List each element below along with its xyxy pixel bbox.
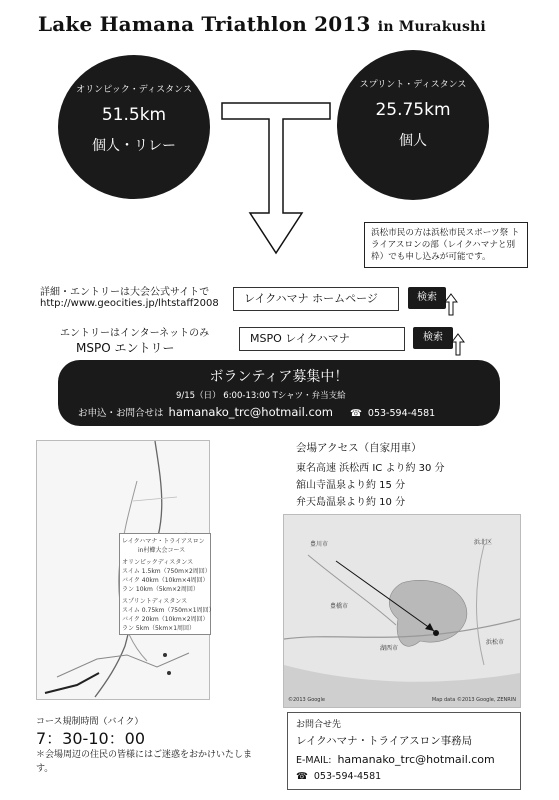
mspo-search-box: MSPO レイクハマナ: [239, 327, 405, 351]
legend-title: レイクハマナ・トライアスロン: [122, 538, 205, 545]
cursor-arrow-icon: [450, 333, 466, 357]
legend-olympic-line: ラン 10km（5km×2周回）: [122, 586, 199, 593]
area-map-credit: Map data ©2013 Google, ZENRIN: [431, 697, 516, 703]
access-line: 舘山寺温泉より約 15 分: [296, 480, 406, 491]
access-line: 弁天島温泉より約 10 分: [296, 497, 406, 508]
legend-sprint-line: スイム 0.75km（750m×1周回）: [122, 607, 215, 614]
homepage-search-box: レイクハマナ ホームページ: [233, 287, 399, 311]
page-title: [38, 12, 486, 36]
course-legend: [119, 533, 215, 635]
olympic-distance-circle: [58, 55, 210, 199]
area-map-label: 湖西市: [380, 645, 399, 652]
volunteer-contact-label: お申込・お問合せは: [78, 408, 164, 419]
access-heading: 会場アクセス（自家用車）: [296, 442, 422, 454]
sprint-type: 個人: [399, 133, 427, 149]
title-suffix: in Murakushi: [377, 19, 486, 35]
contact-org: レイクハマナ・トライアスロン事務局: [296, 735, 473, 747]
restriction-time: 7：30-10：00: [36, 729, 146, 748]
phone-icon: ☎: [350, 408, 362, 419]
sprint-distance: 25.75km: [375, 100, 451, 120]
contact-box: [287, 712, 521, 790]
contact-label: お問合せ先: [296, 720, 342, 730]
volunteer-banner: [58, 360, 500, 426]
area-map-credit: ©2013 Google: [288, 697, 325, 703]
homepage-search-button[interactable]: 検索: [408, 287, 446, 309]
legend-olympic: オリンピックディスタンス: [122, 559, 194, 566]
contact-email[interactable]: hamanako_trc@hotmail.com: [337, 753, 495, 766]
restriction-label: コース規制時間（バイク）: [36, 717, 144, 727]
net-entry-text: エントリーはインターネットのみ: [60, 328, 210, 339]
contact-email-label: E-MAIL:: [296, 755, 332, 766]
contact-phone: 053-594-4581: [313, 771, 382, 782]
volunteer-details: 9/15（日） 6:00-13:00 Tシャツ・弁当支給: [176, 391, 346, 401]
legend-sprint: スプリントディスタンス: [122, 598, 188, 605]
olympic-type: 個人・リレー: [92, 138, 176, 154]
volunteer-phone: 053-594-4581: [367, 408, 436, 419]
phone-icon: ☎: [296, 771, 308, 782]
sprint-distance-circle: [337, 50, 489, 200]
restriction-note: ＊会場周辺の住民の皆様にはご迷惑をおかけいたします。: [36, 750, 253, 774]
area-map-label: 豊橋市: [330, 603, 349, 610]
entry-info-text: 詳細・エントリーは大会公式サイトで: [40, 287, 210, 298]
legend-olympic-line: スイム 1.5km（750m×2周回）: [122, 568, 211, 575]
mspo-search-button[interactable]: 検索: [413, 327, 453, 349]
legend-sprint-line: ラン 5km（5km×1周回）: [122, 625, 196, 632]
volunteer-contact: [78, 405, 435, 419]
access-line: 東名高速 浜松西 IC より約 30 分: [296, 463, 445, 474]
area-map: [283, 514, 521, 708]
t-arrow-graphic: [210, 95, 340, 265]
cursor-arrow-icon: [443, 293, 459, 317]
volunteer-heading: ボランティア募集中！: [209, 369, 349, 385]
olympic-label: オリンピック・ディスタンス: [76, 85, 192, 95]
area-map-label: 豊川市: [310, 541, 329, 548]
volunteer-email[interactable]: hamanako_trc@hotmail.com: [168, 405, 334, 419]
mspo-entry-text: MSPO エントリー: [76, 341, 175, 355]
contact-phone-row: [296, 771, 381, 782]
olympic-distance: 51.5km: [101, 105, 167, 125]
resident-note: 浜松市民の方は浜松市民スポーツ祭 トライアスロンの部（レイクハマナと別枠）でも申し込みが可能です。: [364, 222, 528, 268]
area-map-label: 浜北区: [474, 539, 493, 546]
legend-olympic-line: バイク 40km（10km×4周回）: [122, 577, 209, 584]
legend-sprint-line: バイク 20km（10km×2周回）: [122, 616, 209, 623]
contact-email-row: [296, 753, 495, 766]
area-map-label: 浜松市: [486, 639, 505, 646]
entry-url[interactable]: http://www.geocities.jp/lhtstaff2008: [40, 298, 219, 309]
course-map: [36, 440, 215, 700]
legend-subtitle: in村櫛大会コース: [138, 547, 186, 554]
title-main: Lake Hamana Triathlon 2013: [38, 12, 371, 36]
sprint-label: スプリント・ディスタンス: [359, 80, 467, 90]
